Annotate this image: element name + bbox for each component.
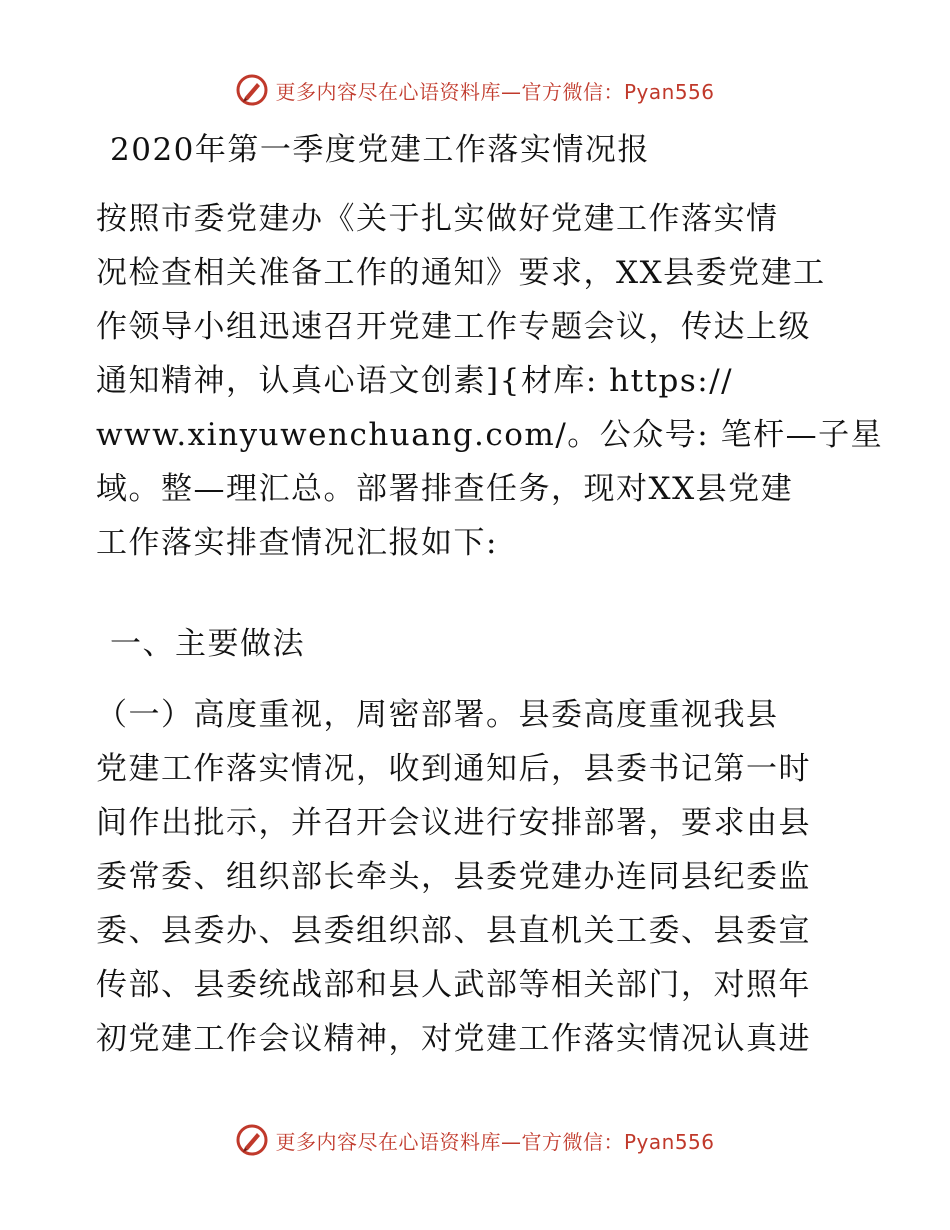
footer-banner <box>0 1120 950 1160</box>
banner-wechat-id: Pyan556 <box>623 79 715 104</box>
paragraph-line: 况检查相关准备工作的通知》要求，XX县委党建工 <box>96 255 826 291</box>
document-title: 2020年第一季度党建工作落实情况报 <box>110 132 650 168</box>
paragraph-line: 域。整—理汇总。部署排查任务，现对XX县党建 <box>96 471 794 507</box>
banner-wechat-label: 官方微信： <box>521 79 624 104</box>
paragraph-line: 委、县委办、县委组织部、县直机关工委、县委宣 <box>96 913 811 949</box>
banner-wechat-id: Pyan556 <box>623 1129 715 1154</box>
paragraph-line: 按照市委党建办《关于扎实做好党建工作落实情 <box>96 201 779 237</box>
banner-wechat-label: 官方微信： <box>521 1129 624 1154</box>
paragraph-line: 党建工作落实情况，收到通知后，县委书记第一时 <box>96 751 811 787</box>
paragraph-line: 初党建工作会议精神，对党建工作落实情况认真进 <box>96 1021 811 1057</box>
banner-site-name: 更多内容尽在心语资料库 <box>275 79 501 104</box>
pen-circle-logo-icon <box>235 1123 269 1157</box>
banner-dash: — <box>500 79 522 104</box>
paragraph-line: www.xinyuwenchuang.com/。公众号: 笔杆—子星 <box>96 417 884 453</box>
paragraph-line: 作领导小组迅速召开党建工作专题会议，传达上级 <box>96 309 811 345</box>
paragraph-line: 通知精神，认真心语文创素]{材库: https:// <box>96 363 734 399</box>
section-heading: 一、主要做法 <box>110 626 305 662</box>
section-paragraph <box>96 688 856 1066</box>
pen-circle-logo-icon <box>235 73 269 107</box>
paragraph-line: 工作落实排查情况汇报如下: <box>96 525 498 561</box>
banner-text <box>275 76 714 105</box>
paragraph-line: 委常委、组织部长牵头，县委党建办连同县纪委监 <box>96 859 811 895</box>
paragraph-line: （一）高度重视，周密部署。县委高度重视我县 <box>96 697 779 733</box>
intro-paragraph <box>96 192 884 570</box>
banner-text <box>275 1126 714 1155</box>
header-banner <box>0 70 950 110</box>
paragraph-line: 传部、县委统战部和县人武部等相关部门，对照年 <box>96 967 811 1003</box>
paragraph-line: 间作出批示，并召开会议进行安排部署，要求由县 <box>96 805 811 841</box>
banner-site-name: 更多内容尽在心语资料库 <box>275 1129 501 1154</box>
banner-dash: — <box>500 1129 522 1154</box>
